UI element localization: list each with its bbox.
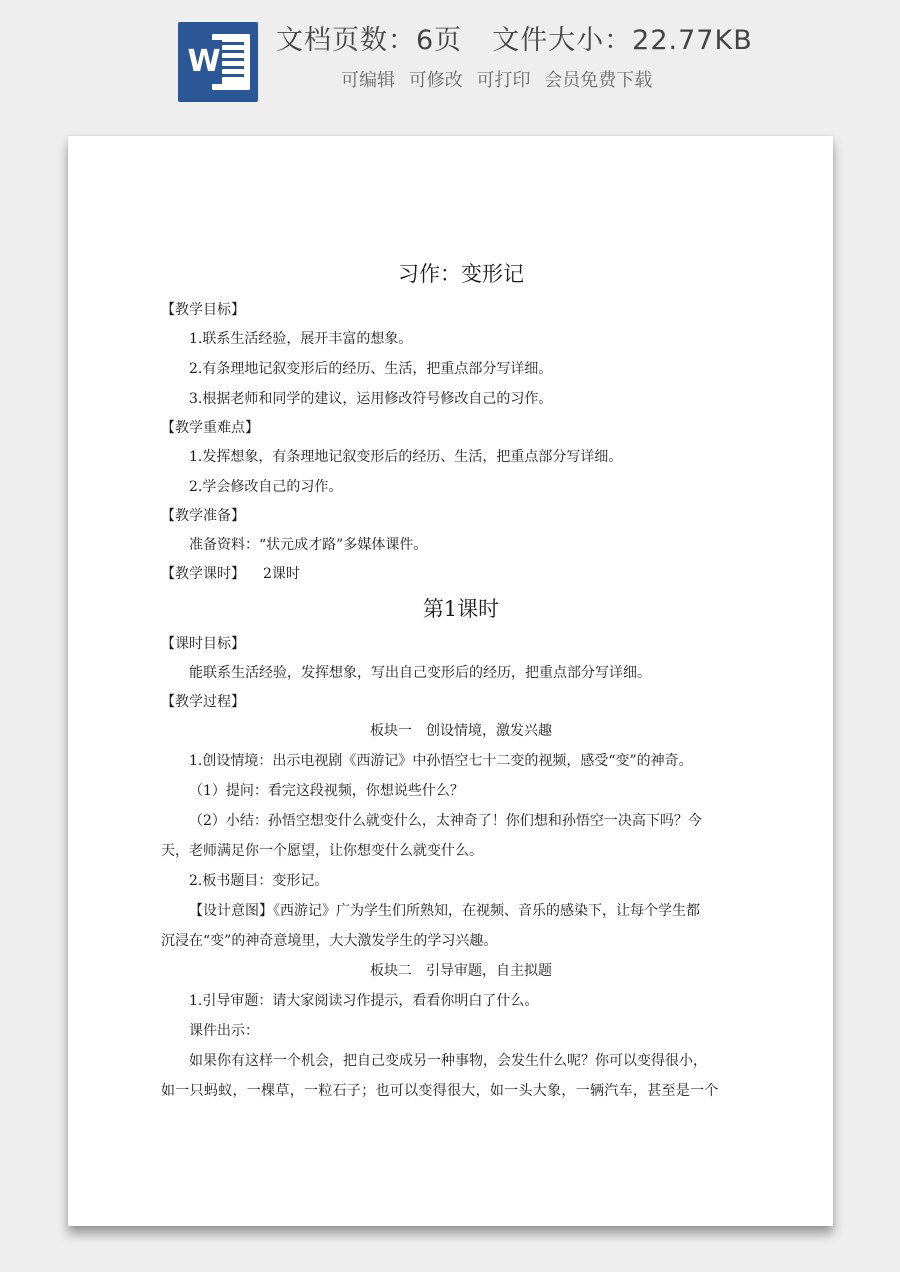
keypoint-item: 1.发挥想象，有条理地记叙变形后的经历、生活，把重点部分写详细。 xyxy=(189,449,623,465)
goal-item: 3.根据老师和同学的建议，运用修改符号修改自己的习作。 xyxy=(189,391,553,407)
courseware-label: 课件出示： xyxy=(189,1023,259,1039)
hours-row xyxy=(161,560,761,588)
block1-question1: （1）提问：看完这段视频，你想说些什么？ xyxy=(189,783,464,799)
hours-value: 2课时 xyxy=(263,566,300,582)
design-intent-line1: 【设计意图】《西游记》广为学生们所熟知，在视频、音乐的感染下，让每个学生都 xyxy=(189,903,700,919)
block2-title: 板块二 引导审题，自主拟题 xyxy=(370,963,552,979)
process-heading: 【教学过程】 xyxy=(161,694,245,710)
block2-item1: 1.引导审题：请大家阅读习作提示，看看你明白了什么。 xyxy=(189,993,539,1009)
block1-item2: 2.板书题目：变形记。 xyxy=(189,873,329,889)
keypoint-item: 2.学会修改自己的习作。 xyxy=(189,479,343,495)
word-letter-mark: W xyxy=(186,40,222,84)
document-title: 习作：变形记 xyxy=(398,262,524,286)
block1-question2-line2: 天，老师满足你一个愿望，让你想变什么就变什么。 xyxy=(161,843,483,859)
document-page xyxy=(68,136,833,1226)
prep-heading: 【教学准备】 xyxy=(161,508,245,524)
feature-printable: 可打印 xyxy=(476,70,531,91)
download-info-header xyxy=(0,0,900,120)
goal-item: 1.联系生活经验，展开丰富的想象。 xyxy=(189,331,413,347)
feature-modifiable: 可修改 xyxy=(408,70,463,91)
feature-member-free-download: 会员免费下载 xyxy=(544,70,653,91)
page-count-label: 文档页数：6页 xyxy=(276,25,463,56)
feature-list xyxy=(341,66,660,92)
goals-heading: 【教学目标】 xyxy=(161,302,245,318)
design-intent-line2: 沉浸在“变”的神奇意境里，大大激发学生的学习兴趣。 xyxy=(161,933,498,949)
lesson-goal-heading: 【课时目标】 xyxy=(161,636,245,652)
hours-heading: 【教学课时】 xyxy=(161,566,245,582)
document-body xyxy=(161,254,761,1106)
block1-question2-line1: （2）小结：孙悟空想变什么就变什么，太神奇了！你们想和孙悟空一决高下吗？今 xyxy=(189,813,702,829)
file-stats xyxy=(276,18,753,57)
goal-item: 2.有条理地记叙变形后的经历、生活，把重点部分写详细。 xyxy=(189,361,553,377)
prompt-line1: 如果你有这样一个机会，把自己变成另一种事物，会发生什么呢？你可以变得很小， xyxy=(189,1053,707,1069)
lesson-goal-text: 能联系生活经验，发挥想象，写出自己变形后的经历，把重点部分写详细。 xyxy=(189,665,651,681)
keypoints-heading: 【教学重难点】 xyxy=(161,420,259,436)
block1-title: 板块一 创设情境，激发兴趣 xyxy=(370,723,552,739)
feature-editable: 可编辑 xyxy=(341,70,395,91)
lesson-title: 第1课时 xyxy=(422,597,500,621)
prompt-line2: 如一只蚂蚁，一棵草，一粒石子；也可以变得很大，如一头大象，一辆汽车，甚至是一个 xyxy=(161,1083,719,1099)
file-size-label: 文件大小：22.77KB xyxy=(492,25,753,56)
block1-item1: 1.创设情境：出示电视剧《西游记》中孙悟空七十二变的视频，感受“变”的神奇。 xyxy=(189,753,693,769)
prep-text: 准备资料：“状元成才路”多媒体课件。 xyxy=(189,537,428,553)
word-document-icon xyxy=(178,22,258,102)
